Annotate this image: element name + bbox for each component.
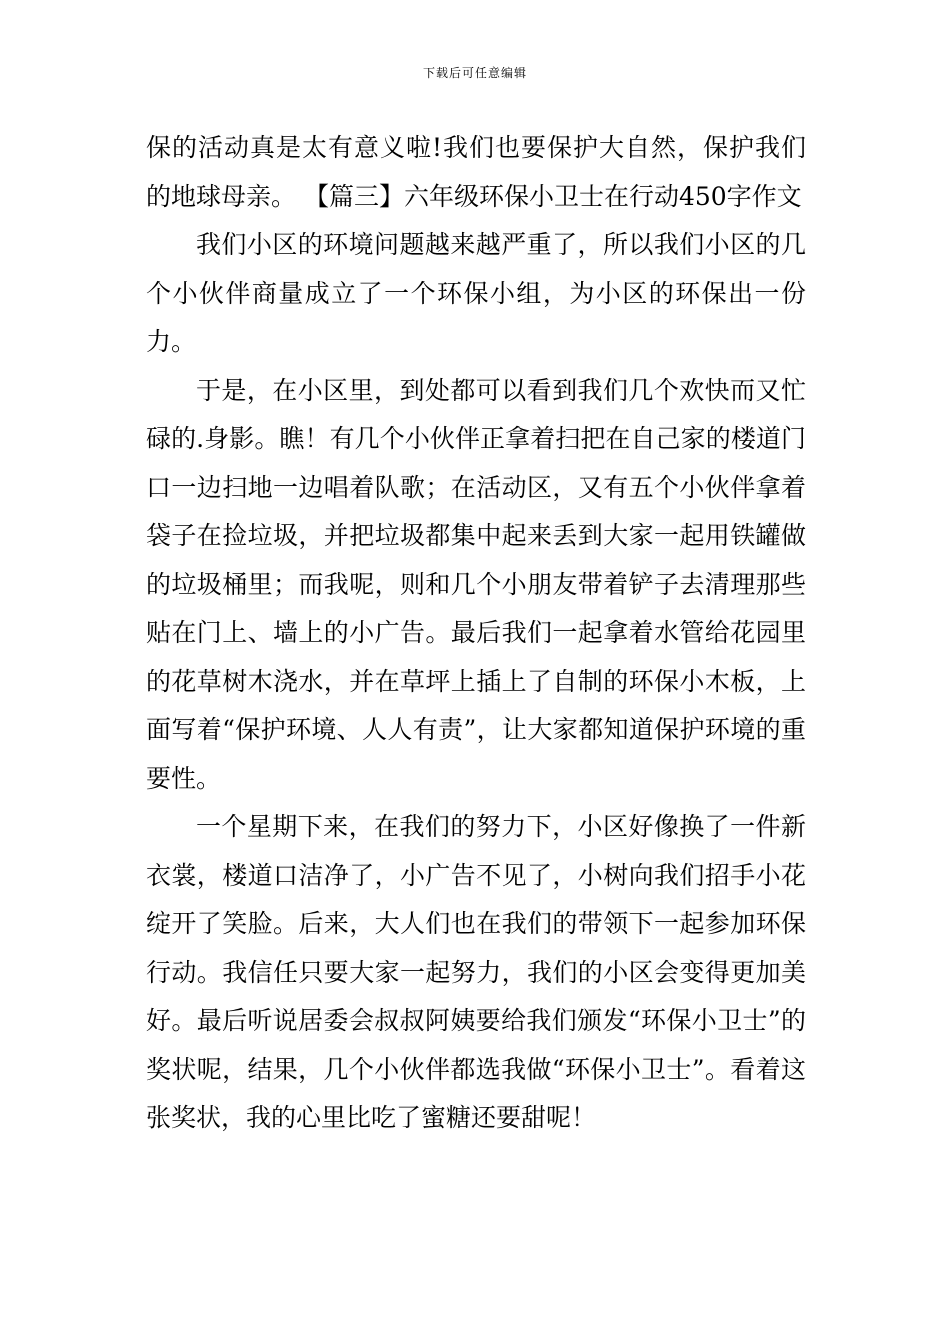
paragraph-continuation: 保的活动真是太有意义啦!我们也要保护大自然，保护我们的地球母亲。 【篇三】六年级环保小卫士在行动450字作文 bbox=[146, 133, 806, 211]
document-body bbox=[146, 124, 806, 1143]
page-header: 下载后可任意编辑 bbox=[422, 66, 527, 80]
paragraph: 我们小区的环境问题越来越严重了，所以我们小区的几个小伙伴商量成立了一个环保小组，为小区的环保出一份力。 bbox=[146, 230, 806, 356]
paragraph: 于是，在小区里，到处都可以看到我们几个欢快而又忙碌的.身影。瞧！有几个小伙伴正拿着扫把在自己家的楼道门口一边扫地一边唱着队歌；在活动区，又有五个小伙伴拿着袋子在捡垃圾，并把垃圾都集中起来丢到大家一起用铁罐做的垃圾桶里；而我呢，则和几个小朋友带着铲子去清理那些贴在门上、墙上的小广告。最后我们一起拿着水管给花园里的花草树木浇水，并在草坪上插上了自制的环保小木板，上面写着“保护环境、人人有责”，让大家都知道保护环境的重要性。 bbox=[146, 375, 806, 793]
paragraph: 一个星期下来，在我们的努力下，小区好像换了一件新衣裳，楼道口洁净了，小广告不见了，小树向我们招手小花绽开了笑脸。后来，大人们也在我们的带领下一起参加环保行动。我信任只要大家一起努力，我们的小区会变得更加美好。最后听说居委会叔叔阿姨要给我们颁发“环保小卫士”的奖状呢，结果，几个小伙伴都选我做“环保小卫士”。看着这张奖状，我的心里比吃了蜜糖还要甜呢！ bbox=[146, 812, 806, 1132]
